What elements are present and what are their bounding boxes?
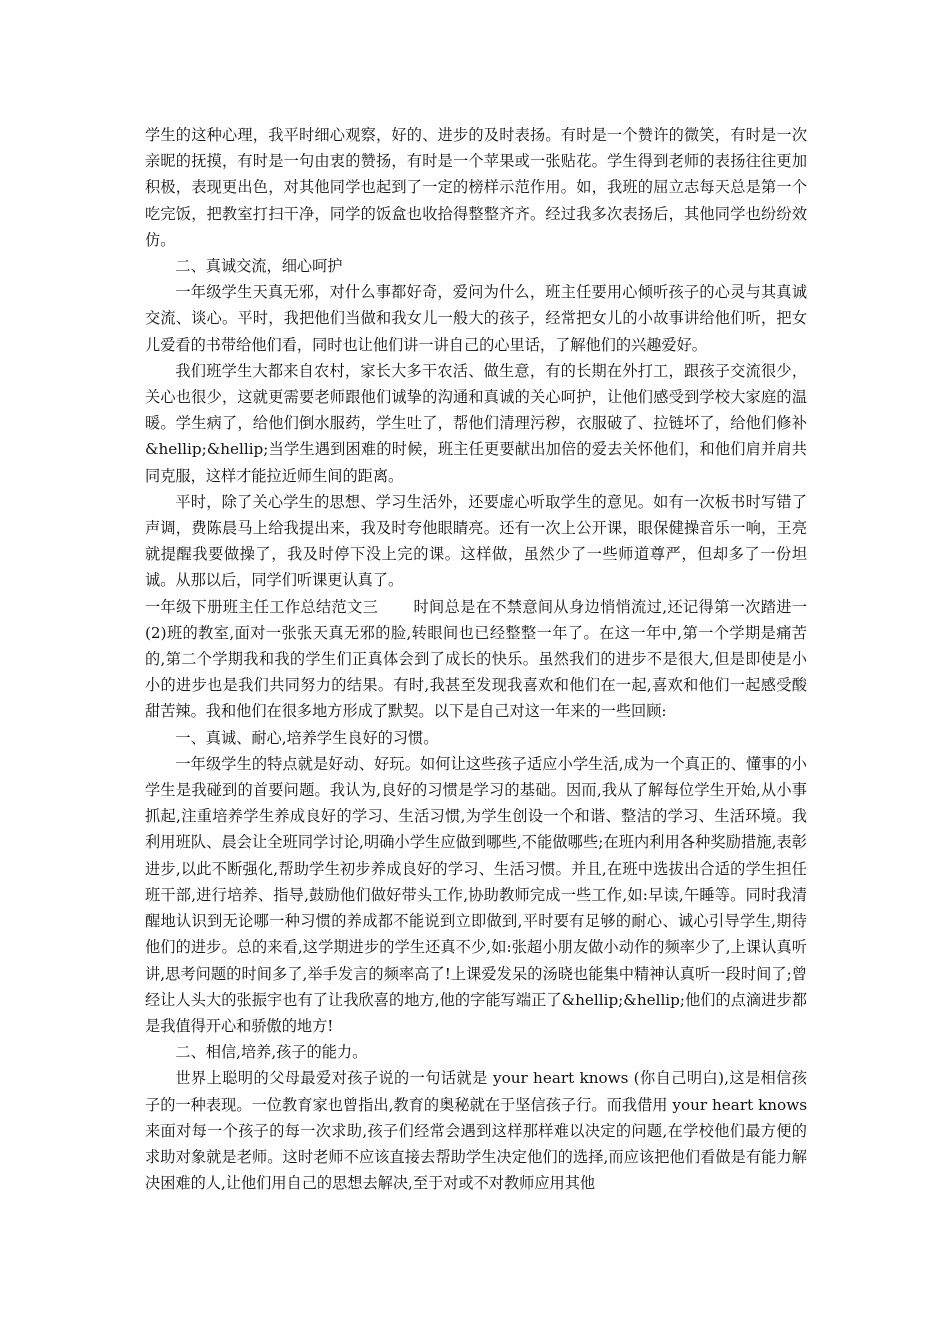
document-page: [145, 122, 807, 1196]
paragraph-rural-students-care: 我们班学生大都来自农村，家长大多干农活、做生意，有的长期在外打工，跟孩子交流很少，关心也很少，这就更需要老师跟他们诚挚的沟通和真诚的关心呵护，让他们感受到学校大家庭的温暖。学生病了，给他们倒水服药，学生吐了，帮他们清理污秽，衣服破了、拉链坏了，给他们修补&hellip;&hellip;当学生遇到困难的时候，班主任更要献出加倍的爱去关怀他们，和他们肩并肩共同克服，这样才能拉近师生间的距离。: [145, 361, 807, 485]
section-heading-trust-ability: 二、相信,培养,孩子的能力。: [175, 1043, 368, 1062]
article-intro-text: 时间总是在不禁意间从身边悄悄流过,还记得第一次踏进一(2)班的教室,面对一张张天真无邪的脸,转眼间也已经整整一年了。在这一年中,第一个学期是痛苦的,第二个学期我和我的学生们正真体会到了成长的快乐。虽然我们的进步不是很大,但是即使是小小的进步也是我们共同努力的结果。有时,我甚至发现我喜欢和他们在一起,喜欢和他们一起感受酸甜苦辣。我和他们在很多地方形成了默契。以下是自己对这一年来的一些回顾:: [145, 597, 808, 721]
paragraph-your-heart-knows: 世界上聪明的父母最爱对孩子说的一句话就是 your heart knows (你自己明白),这是相信孩子的一种表现。一位教育家也曾指出,教育的奥秘就在于坚信孩子行。而我借用 your heart knows 来面对每一个孩子的每一次求助,孩子们经常会遇到这样那样难以决定的问题,在学校他们最方便的求助对象就是老师。这时老师不应该直接去帮助学生决定他们的选择,而应该把他们看做是有能力解决困难的人,让他们用自己的思想去解决,至于对或不对教师应用其他: [145, 1069, 807, 1193]
paragraph-first-grade-curiosity: 一年级学生天真无邪，对什么事都好奇，爱问为什么，班主任要用心倾听孩子的心灵与其真诚交流、谈心。平时，我把他们当做和我女儿一般大的孩子，经常把女儿的小故事讲给他们听，把女儿爱看的书带给他们看，同时也让他们讲一讲自己的心里话，了解他们的兴趣爱好。: [145, 283, 807, 354]
section-heading-sincere-communication: 二、真诚交流，细心呵护: [175, 257, 343, 276]
paragraph-summary-intro: [145, 594, 807, 725]
article-title: 一年级下册班主任工作总结范文三: [145, 597, 379, 616]
paragraph-praise-psychology: 学生的这种心理，我平时细心观察，好的、进步的及时表扬。有时是一个赞许的微笑，有时是一次亲昵的抚摸，有时是一句由衷的赞扬，有时是一个苹果或一张贴花。学生得到老师的表扬往往更加积极，表现更出色，对其他同学也起到了一定的榜样示范作用。如，我班的屈立志每天总是第一个吃完饭，把教室打扫干净，同学的饭盒也收拾得整整齐齐。经过我多次表扬后，其他同学也纷纷效仿。: [145, 126, 807, 249]
paragraph-listening-to-students: 平时，除了关心学生的思想、学习生活外，还要虚心听取学生的意见。如有一次板书时写错了声调，费陈晨马上给我提出来，我及时夸他眼睛亮。还有一次上公开课，眼保健操音乐一响，王亮就提醒我要做操了，我及时停下没上完的课。这样做，虽然少了一些师道尊严，但却多了一份坦诚。从那以后，同学们听课更认真了。: [145, 492, 807, 590]
paragraph-habit-cultivation: 一年级学生的特点就是好动、好玩。如何让这些孩子适应小学生活,成为一个真正的、懂事的小学生是我碰到的首要问题。我认为,良好的习惯是学习的基础。因而,我从了解每位学生开始,从小事抓起,注重培养学生养成良好的学习、生活习惯,为学生创设一个和谐、整洁的学习、生活环境。我利用班队、晨会让全班同学讨论,明确小学生应做到哪些,不能做哪些;在班内利用各种奖励措施,表彰进步,以此不断强化,帮助学生初步养成良好的学习、生活习惯。并且,在班中选拔出合适的学生担任班干部,进行培养、指导,鼓励他们做好带头工作,协助教师完成一些工作,如:早读,午睡等。同时我清醒地认识到无论哪一种习惯的养成都不能说到立即做到,平时要有足够的耐心、诚心引导学生,期待他们的进步。总的来看,这学期进步的学生还真不少,如:张超小朋友做小动作的频率少了,上课认真听讲,思考问题的时间多了,举手发言的频率高了!上课爱发呆的汤晓也能集中精神认真听一段时间了;曾经让人头大的张振宇也有了让我欣喜的地方,他的字能写端正了&hellip;&hellip;他们的点滴进步都是我值得开心和骄傲的地方!: [145, 754, 807, 1035]
section-heading-good-habits: 一、真诚、耐心,培养学生良好的习惯。: [175, 728, 439, 747]
